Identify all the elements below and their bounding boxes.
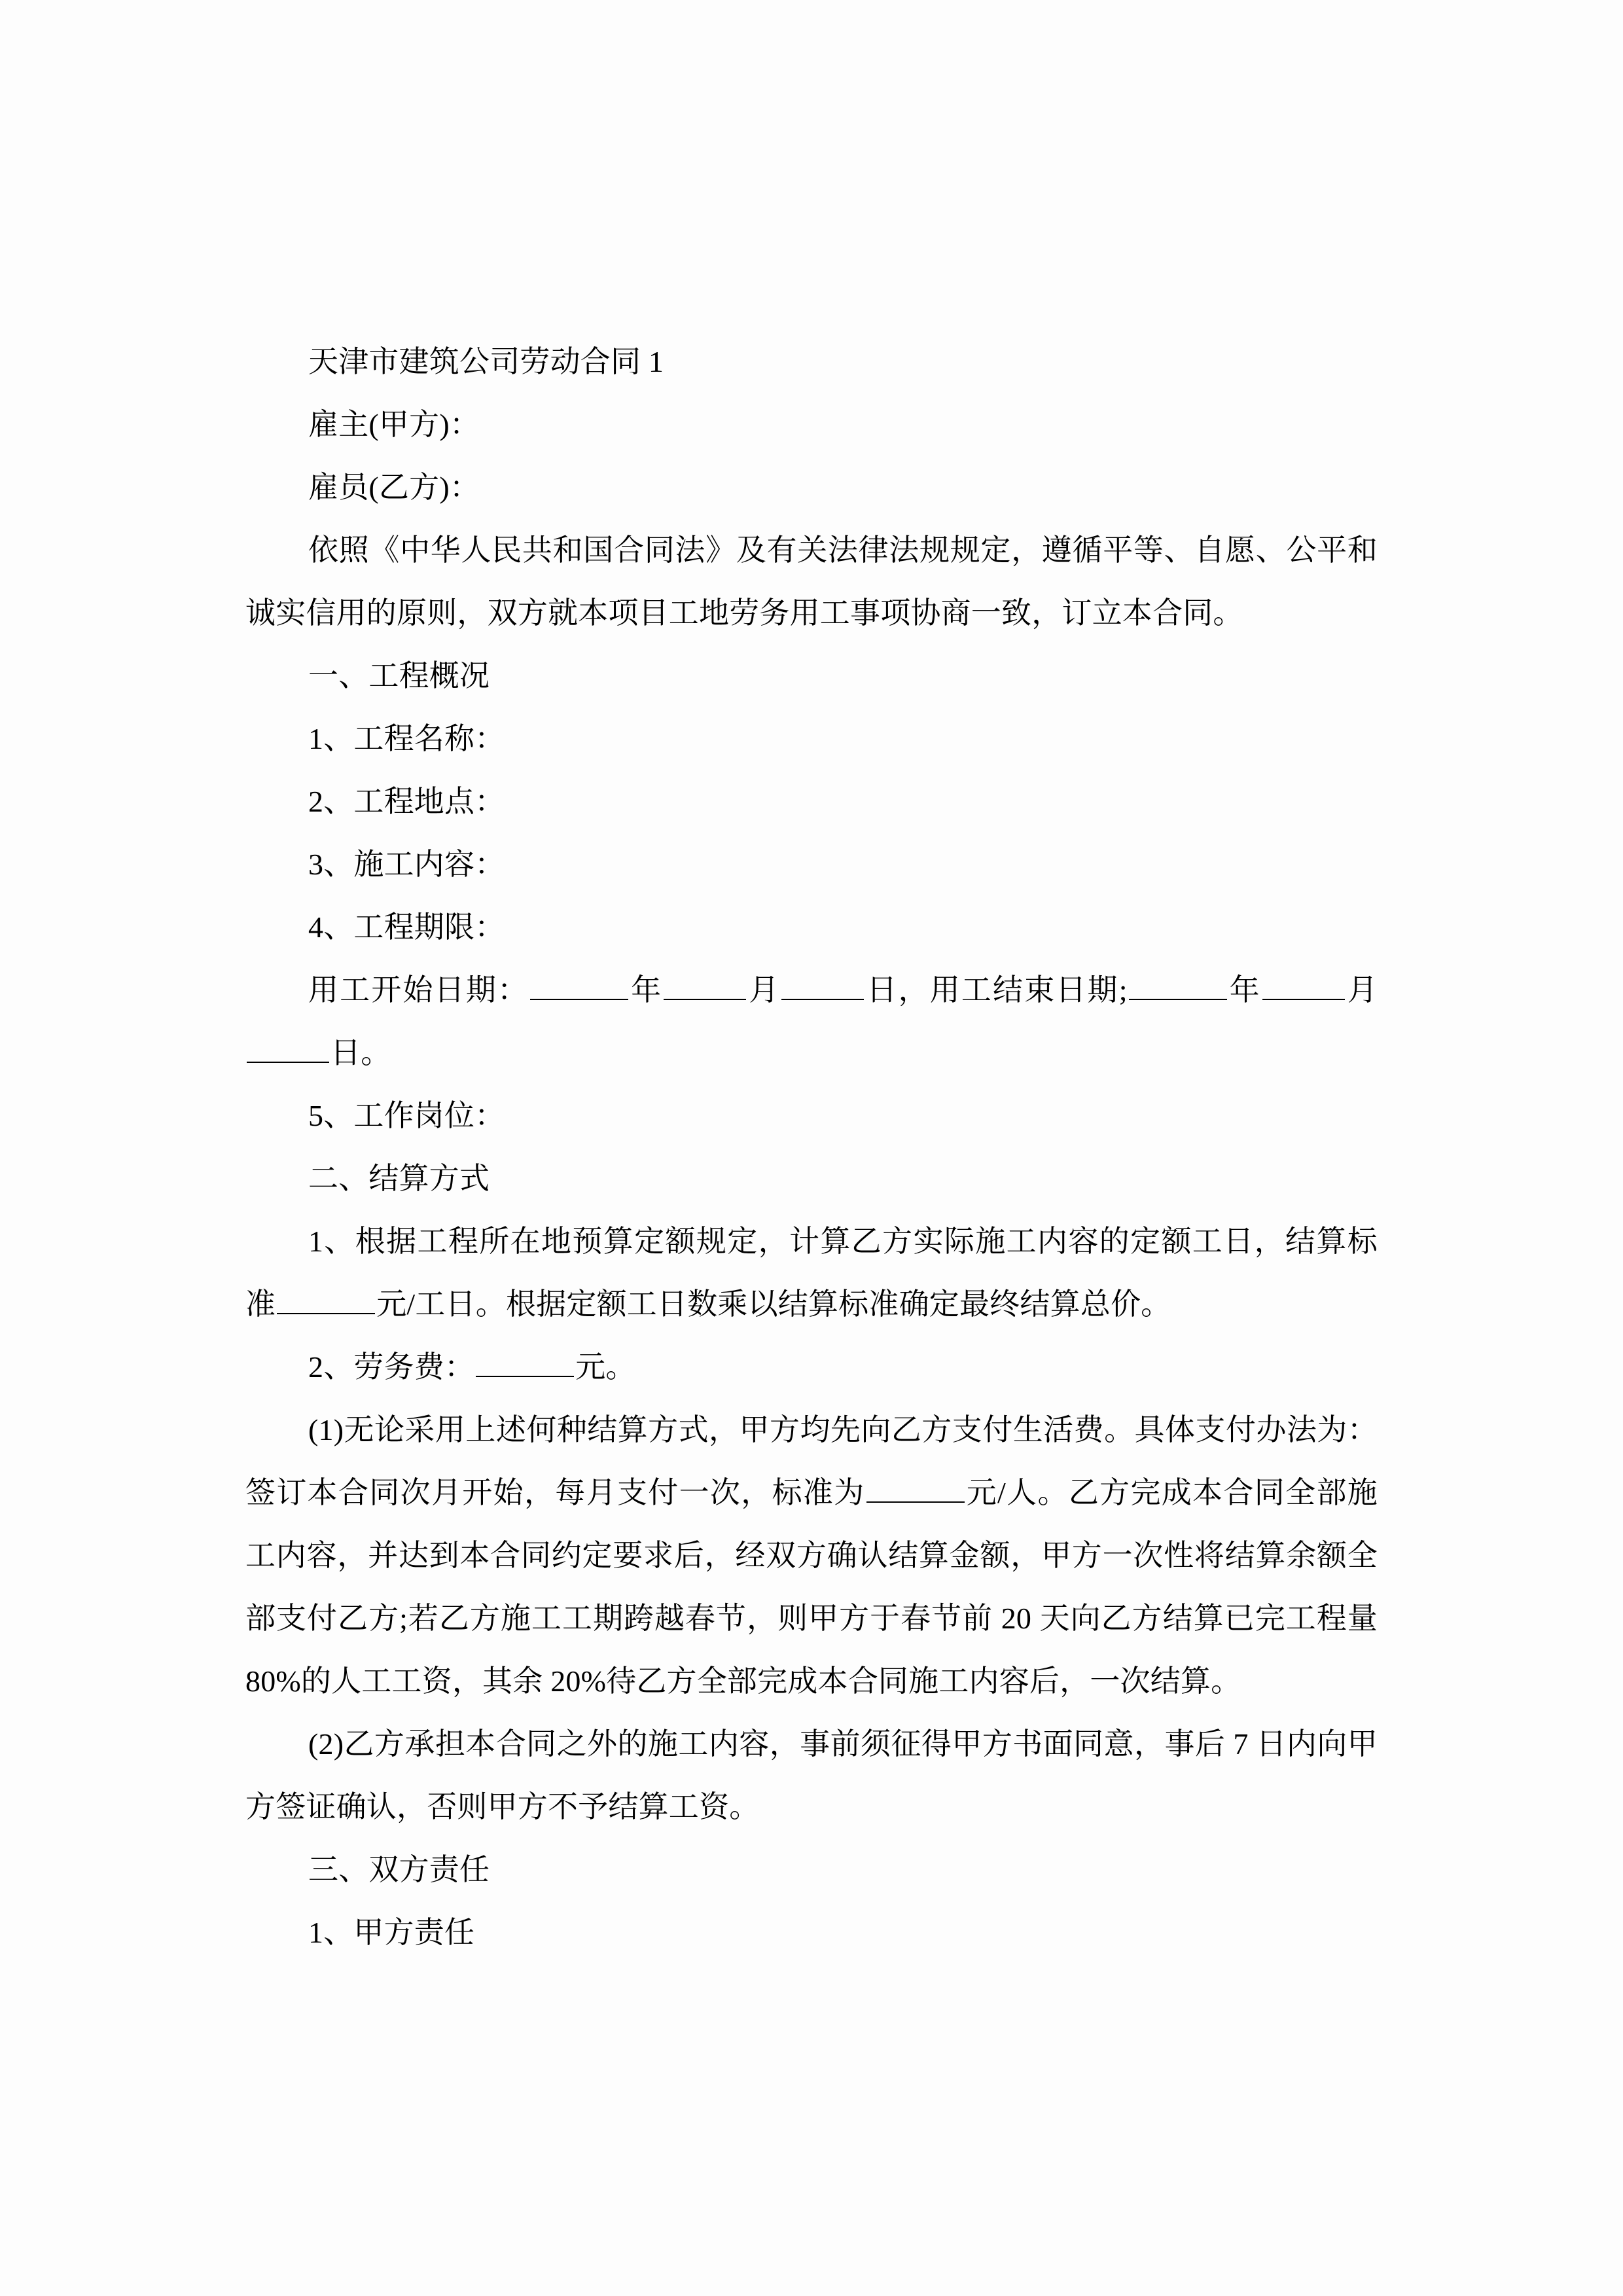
- paragraph-employment-dates: [245, 959, 1378, 1085]
- start-day-unit-and-end-label: 日，用工结束日期;: [865, 973, 1128, 1007]
- item-job-position: 5、工作岗位：: [308, 1099, 505, 1132]
- heading-section-one: 一、工程概况: [308, 659, 490, 692]
- living-allowance-text-after: 元/人。乙方完成本合同全部施工内容，并达到本合同约定要求后，经双方确认结算金额，甲方一次性将结算余额全部支付乙方;若乙方施工工期跨越春节，则甲方于春节前 20 天向乙方结算已完工程量 80%的人工工资，其余 20%待乙方全部完成本合同施工内容后，一次结算。: [245, 1476, 1378, 1698]
- paragraph-preamble: 依照《中华人民共和国合同法》及有关法律法规规定，遵循平等、自愿、公平和诚实信用的原则，双方就本项目工地劳务用工事项协商一致，订立本合同。: [245, 533, 1378, 630]
- document-body: [245, 331, 1378, 1964]
- living-allowance-blank[interactable]: [866, 1471, 965, 1503]
- labor-fee-unit: 元。: [575, 1350, 636, 1384]
- start-day-blank[interactable]: [781, 969, 864, 1000]
- item-project-duration: 4、工程期限：: [308, 910, 505, 944]
- end-day-unit: 日。: [330, 1036, 391, 1069]
- end-year-blank[interactable]: [1129, 969, 1227, 1000]
- item-project-name: 1、工程名称：: [308, 722, 505, 755]
- labor-fee-label: 2、劳务费：: [308, 1350, 475, 1384]
- end-month-blank[interactable]: [1262, 969, 1345, 1000]
- start-month-blank[interactable]: [664, 969, 746, 1000]
- heading-section-two: 二、结算方式: [308, 1162, 490, 1195]
- paragraph-subtitle: 天津市建筑公司劳动合同 1: [308, 345, 664, 378]
- start-month-unit: 月: [747, 973, 781, 1007]
- labor-fee-blank[interactable]: [476, 1346, 574, 1377]
- end-day-blank[interactable]: [247, 1031, 329, 1063]
- settlement-standard-text-before: 1、根据工程所在地预算定额规定，计算乙方实际施工内容的定额工日，结算标准: [245, 1225, 1378, 1321]
- paragraph-party-a: 雇主(甲方)：: [308, 408, 480, 441]
- item-labor-fee: [245, 1336, 1378, 1399]
- start-year-unit: 年: [630, 973, 663, 1007]
- item-extra-work-clause: (2)乙方承担本合同之外的施工内容，事前须征得甲方书面同意，事后 7 日内向甲方签证确认，否则甲方不予结算工资。: [245, 1727, 1378, 1823]
- item-party-a-responsibility: 1、甲方责任: [308, 1916, 475, 1949]
- date-line-prefix: 用工开始日期：: [308, 973, 529, 1007]
- end-year-unit: 年: [1228, 973, 1261, 1007]
- item-project-location: 2、工程地点：: [308, 785, 505, 818]
- item-construction-content: 3、施工内容：: [308, 848, 505, 881]
- paragraph-party-b: 雇员(乙方)：: [308, 471, 480, 504]
- living-allowance-text-before: (1)无论采用上述何种结算方式，甲方均先向乙方支付生活费。具体支付办法为：签订本合同次月开始，每月支付一次，标准为: [245, 1413, 1378, 1509]
- heading-section-three: 三、双方责任: [308, 1853, 490, 1886]
- settlement-standard-blank[interactable]: [277, 1283, 375, 1314]
- item-settlement-standard: [245, 1210, 1378, 1336]
- settlement-standard-text-after: 元/工日。根据定额工日数乘以结算标准确定最终结算总价。: [376, 1287, 1171, 1321]
- start-year-blank[interactable]: [530, 969, 628, 1000]
- end-month-unit: 月: [1346, 973, 1378, 1007]
- item-living-allowance: [245, 1399, 1378, 1713]
